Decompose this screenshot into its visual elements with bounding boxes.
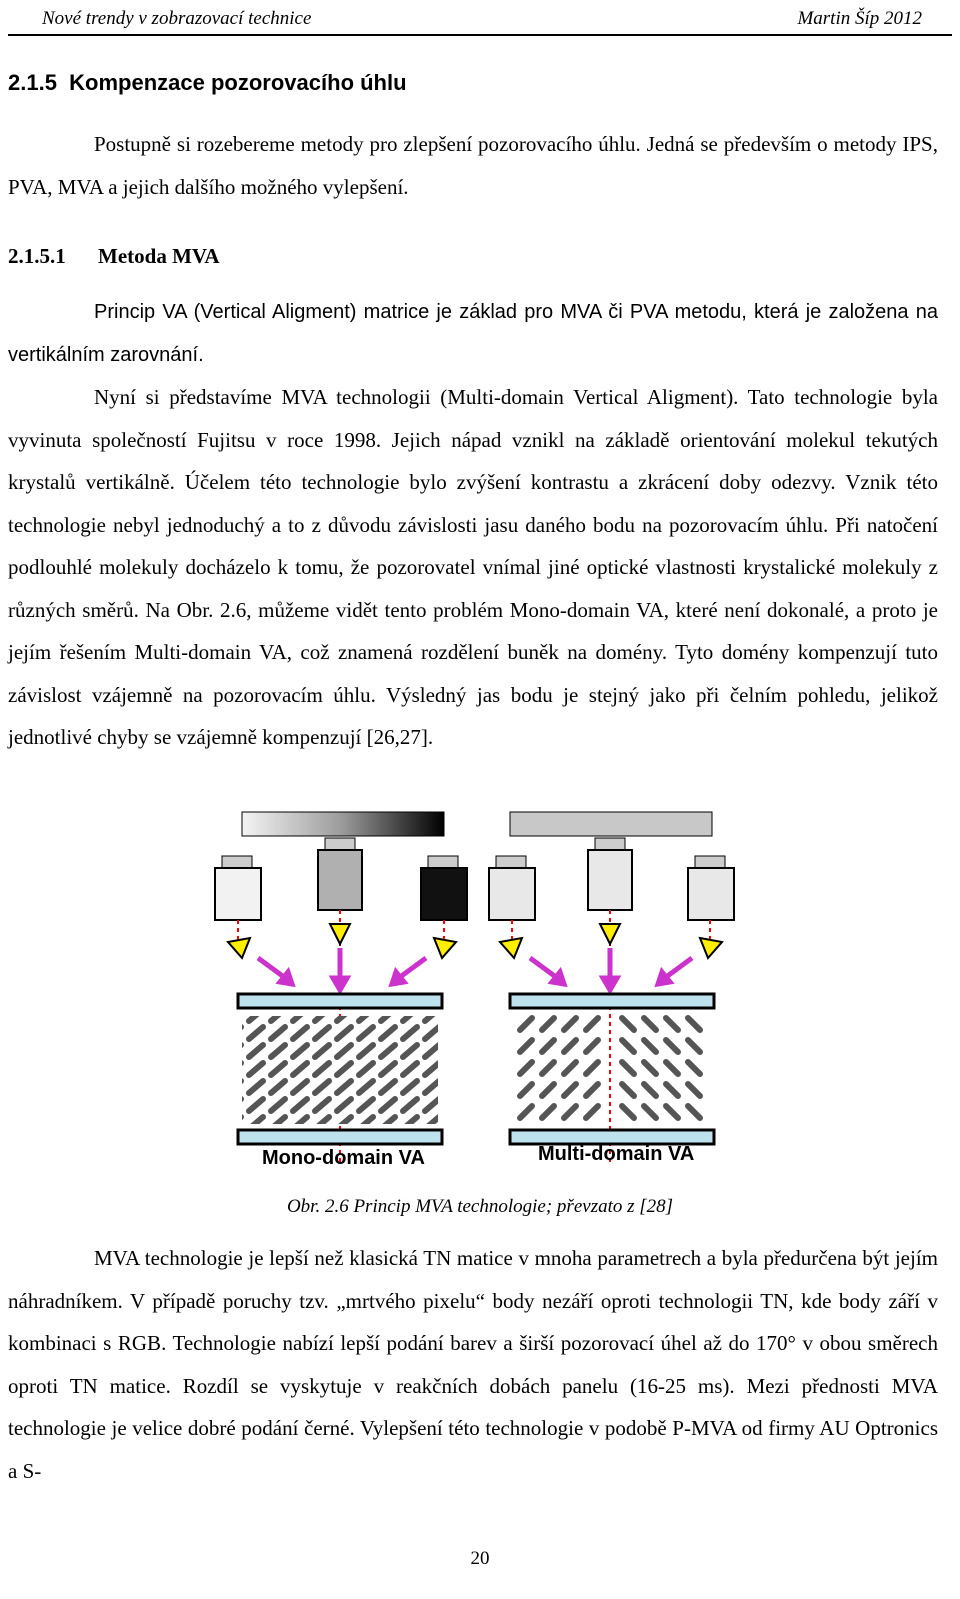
- multi-domain-label: Multi-domain VA: [538, 1143, 695, 1165]
- paragraph-mva-advantages: MVA technologie je lepší než klasická TN matice v mnoha parametrech a byla předurčena být jejím náhradníkem. V případě poruchy tzv. „mrtvého pixelu“ body nezáří oproti technologii TN, kde body září v kombinaci s RGB. Technologie nabízí lepší podání barev a širší pozorovací úhel až do 170° v obou směrech oproti TN matice. Rozdíl se vyskytuje v reakčních dobách panelu (16-25 ms). Mezi přednosti MVA technologie je velice dobré podání černé. Vylepšení této technologie v podobě P-MVA od firmy AU Optronics a S-: [8, 1246, 938, 1483]
- section-number: 2.1.5: [8, 70, 57, 95]
- mono-domain-panel: [215, 812, 467, 1169]
- eye-icon: [330, 924, 350, 944]
- observer-right: [688, 856, 734, 920]
- subsection-title: Metoda MVA: [98, 244, 220, 268]
- page-header: [8, 4, 952, 36]
- figure-caption: Obr. 2.6 Princip MVA technologie; převzato z [28]: [286, 1196, 674, 1217]
- observer-left: [489, 856, 535, 920]
- section-intro: Postupně si rozebereme metody pro zlepšení pozorovacího úhlu. Jedná se především o metody IPS, PVA, MVA a jejich dalšího možného vylepšení.: [8, 132, 938, 199]
- subsection-number: 2.1.5.1: [8, 244, 66, 268]
- paragraph-mva-intro: Nyní si představíme MVA technologii (Multi-domain Vertical Aligment). Tato technologie byla vyvinuta společností Fujitsu v roce 1998. Jejich nápad vznikl na základě orientování molekul tekutých krystalů vertikálně. Účelem této technologie bylo zvýšení kontrastu a zkrácení doby odezvy. Vznik této technologie nebyl jednoduchý a to z důvodu závislosti jasu daného bodu na pozorovacím úhlu. Při natočení podlouhlé molekuly docházelo k tomu, že pozorovatel vnímal jiné optické vlastnosti krystalické molekuly z různých směrů. Na Obr. 2.6, můžeme vidět tento problém Mono-domain VA, které není dokonalé, a proto je jejím řešením Multi-domain VA, což znamená rozdělení buněk na domény. Tyto domény kompenzují tuto závislost vzájemně na pozorovacím úhlu. Výsledný jas bodu je stejný jako při čelním pohledu, jelikož jednotlivé chyby se vzájemně kompenzují [26,27].: [8, 385, 938, 749]
- section-title: Kompenzace pozorovacího úhlu: [69, 70, 407, 95]
- observer-center: [318, 838, 362, 910]
- eye-icon: [700, 938, 722, 958]
- observer-center: [588, 838, 632, 910]
- eye-icon: [228, 938, 250, 958]
- observer-left: [215, 856, 261, 920]
- observer-right: [421, 856, 467, 920]
- eye-icon: [434, 938, 456, 958]
- paragraph-va-principle: Princip VA (Vertical Aligment) matrice je základ pro MVA či PVA metodu, která je založena na vertikálním zarovnání.: [8, 301, 938, 366]
- page-number: 20: [470, 1548, 490, 1569]
- multi-domain-panel: [489, 812, 734, 1165]
- eye-icon: [600, 924, 620, 944]
- mva-principle-figure: [180, 808, 750, 1173]
- header-title: Nové trendy v zobrazovací technice: [42, 8, 312, 29]
- gray-gradient-bar: [242, 812, 444, 836]
- liquid-crystal-molecules: [242, 1016, 438, 1124]
- eye-icon: [500, 938, 522, 958]
- mono-domain-label: Mono-domain VA: [262, 1147, 425, 1169]
- section-heading: [8, 70, 407, 96]
- header-author: Martin Šíp 2012: [797, 8, 922, 29]
- subsection-heading: [8, 244, 220, 269]
- uniform-gray-bar: [510, 812, 712, 836]
